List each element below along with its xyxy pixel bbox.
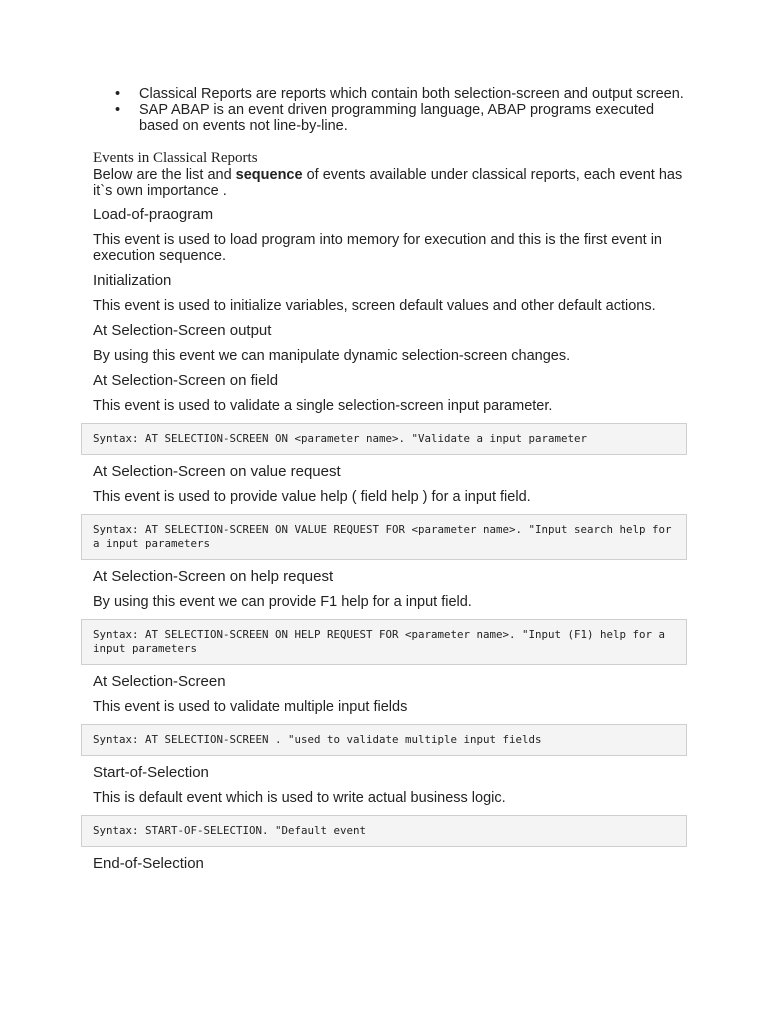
event-title: Start-of-Selection xyxy=(93,764,209,781)
bullet-icon: • xyxy=(115,102,121,118)
event-description: This event is used to validate multiple input fields xyxy=(93,699,408,715)
event-title: Load-of-praogram xyxy=(93,206,214,223)
bullet-icon: • xyxy=(115,86,121,102)
event-title: End-of-Selection xyxy=(93,855,204,872)
event-description: By using this event we can provide F1 help for a input field. xyxy=(93,594,472,610)
syntax-code-block: Syntax: AT SELECTION-SCREEN ON <parameter name>. "Validate a input parameter xyxy=(81,423,687,455)
event-description: This event is used to validate a single selection-screen input parameter. xyxy=(93,398,553,414)
bullet-item xyxy=(93,86,687,102)
intro-text: Below are the list and xyxy=(93,167,236,183)
event-title: At Selection-Screen xyxy=(93,673,226,690)
intro-paragraph xyxy=(93,167,687,199)
intro-text: of events available under classical reports, each event has it`s own importance . xyxy=(93,167,683,199)
event-title: At Selection-Screen on help request xyxy=(93,568,334,585)
syntax-code-block: Syntax: AT SELECTION-SCREEN ON VALUE REQUEST FOR <parameter name>. "Input search help for a input parameters xyxy=(81,514,687,560)
bullet-list xyxy=(93,86,687,134)
event-description: By using this event we can manipulate dynamic selection-screen changes. xyxy=(93,348,571,364)
bullet-item xyxy=(93,102,687,134)
event-description: This event is used to provide value help ( field help ) for a input field. xyxy=(93,489,531,505)
document-content xyxy=(93,86,687,873)
event-description: This event is used to load program into memory for execution and this is the first event in execution sequence. xyxy=(93,232,662,264)
section-heading: Events in Classical Reports xyxy=(93,150,258,166)
event-description: This is default event which is used to write actual business logic. xyxy=(93,790,506,806)
event-title: Initialization xyxy=(93,272,172,289)
syntax-code-block: Syntax: START-OF-SELECTION. "Default event xyxy=(81,815,687,847)
bullet-text: Classical Reports are reports which contain both selection-screen and output screen. xyxy=(139,86,684,102)
event-description: This event is used to initialize variables, screen default values and other default actions. xyxy=(93,298,656,314)
bullet-text: SAP ABAP is an event driven programming language, ABAP programs executed based on events not line-by-line. xyxy=(139,102,655,134)
event-title: At Selection-Screen on value request xyxy=(93,463,341,480)
syntax-code-block: Syntax: AT SELECTION-SCREEN ON HELP REQUEST FOR <parameter name>. "Input (F1) help for a input parameters xyxy=(81,619,687,665)
event-title: At Selection-Screen output xyxy=(93,322,272,339)
syntax-code-block: Syntax: AT SELECTION-SCREEN . "used to validate multiple input fields xyxy=(81,724,687,756)
event-title: At Selection-Screen on field xyxy=(93,372,279,389)
intro-bold-text: sequence xyxy=(235,167,303,183)
